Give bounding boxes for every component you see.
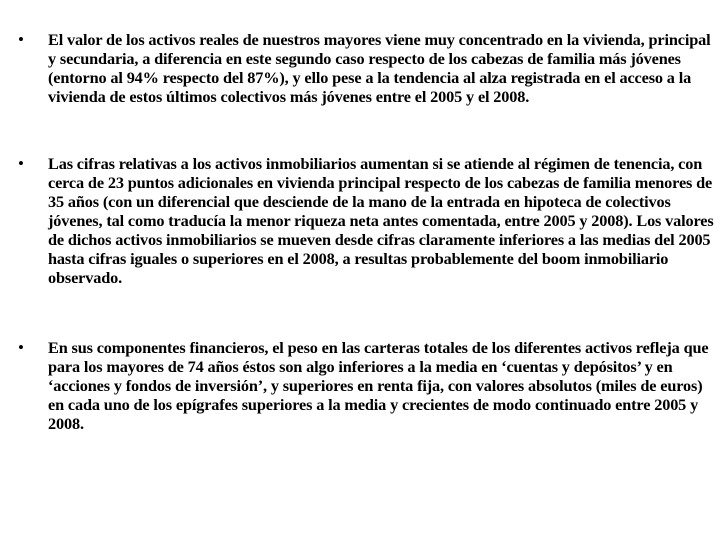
bullet-text: En sus componentes financieros, el peso en las carteras totales de los diferentes activos refleja que para los mayores de 74 años éstos son algo inferiores a la media en ‘cuentas y depósitos’ y en ‘acciones y fondos de inversión’, y superiores en renta fija, con valores absolutos (miles de euros) en cada uno de los epígrafes superiores a la media y crecientes de modo continuado entre 2005 y 2008. (48, 338, 709, 433)
bullet-item-componentes-financieros (18, 338, 716, 433)
bullet-item-activos-inmobiliarios (18, 154, 716, 287)
bullet-icon: • (18, 30, 24, 49)
bullet-text: Las cifras relativas a los activos inmobiliarios aumentan si se atiende al régimen de tenencia, con cerca de 23 puntos adicionales en vivienda principal respecto de los cabezas de familia menores de 35 años (con un diferencial que desciende de la mano de la entrada en hipoteca de colectivos jóvenes, tal como traducía la menor riqueza neta antes comentada, entre 2005 y 2008). Los valores de dichos activos inmobiliarios se mueven desde cifras claramente inferiores a las medias del 2005 hasta cifras iguales o superiores en el 2008, a resultas probablemente del boom inmobiliario observado. (48, 154, 714, 287)
bullet-item-activos-reales (18, 30, 716, 106)
bullet-text: El valor de los activos reales de nuestros mayores viene muy concentrado en la vivienda, principal y secundaria, a diferencia en este segundo caso respecto de los cabezas de familia más jóvenes (entorno al 94% respecto del 87%), y ello pese a la tendencia al alza registrada en el acceso a la vivienda de estos últimos colectivos más jóvenes entre el 2005 y el 2008. (48, 30, 711, 106)
bullet-icon: • (18, 154, 24, 173)
bullet-icon: • (18, 338, 24, 357)
